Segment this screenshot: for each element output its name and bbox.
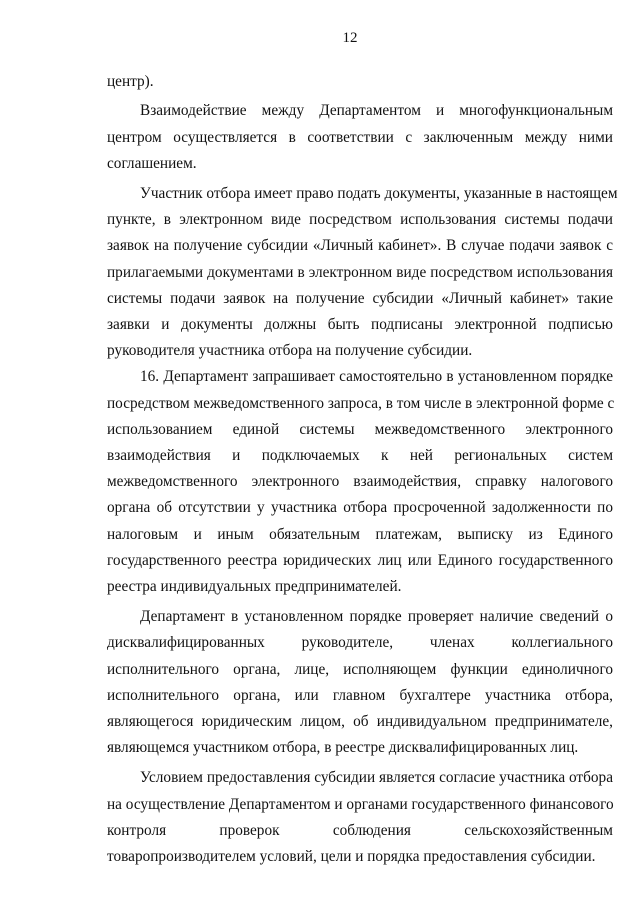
paragraph-clause-16 (107, 364, 613, 600)
text-line: Департамент в установленном порядке проверяет наличие сведений о (140, 608, 613, 626)
text-line: заявки и документы должны быть подписаны электронной подписью (107, 316, 613, 334)
text-line: государственного реестра юридических лиц или Единого государственного (107, 551, 613, 569)
text-line: являющегося юридическим лицом, об индивидуальном предпринимателе, (107, 713, 613, 731)
paragraph-consent-condition (107, 765, 613, 870)
text-line: контроля проверок соблюдения сельскохозяйственным (107, 821, 613, 839)
text-line: использованием единой системы межведомственного электронного (107, 420, 613, 438)
text-line: посредством межведомственного запроса, в том числе в электронной форме с (107, 394, 615, 412)
text-line: органа об отсутствии у участника отбора просроченной задолженности по (107, 499, 613, 517)
text-line: реестра индивидуальных предпринимателей. (107, 578, 402, 596)
page-number: 12 (342, 30, 358, 46)
text-line: межведомственного электронного взаимодействия, справку налогового (107, 473, 613, 491)
text-line: взаимодействия и подключаемых к ней региональных систем (107, 447, 613, 465)
text-line: пункте, в электронном виде посредством использования системы подачи (107, 211, 613, 229)
paragraph-mfc-interaction (107, 98, 613, 177)
text-line: Условием предоставления субсидии является согласие участника отбора (140, 769, 613, 787)
text-line: налоговым и иным обязательным платежам, выписку из Единого (107, 525, 613, 543)
text-line: соглашением. (107, 154, 197, 172)
document-body (107, 69, 618, 870)
text-line: центр). (107, 73, 154, 90)
text-line: системы подачи заявок на получение субсидии «Личный кабинет» такие (107, 289, 613, 307)
text-line: являющемся участником отбора, в реестре дисквалифицированных лиц. (107, 739, 579, 757)
text-line: дисквалифицированных руководителе, членах коллегиального (107, 634, 613, 652)
text-line: заявок на получение субсидии «Личный кабинет». В случае подачи заявок с (107, 237, 613, 255)
text-line: исполнительного органа, или главном бухгалтере участника отбора, (107, 686, 613, 704)
text-line: на осуществление Департаментом и органами государственного финансового (107, 795, 614, 813)
text-line: исполнительного органа, лице, исполняющем функции единоличного (107, 660, 613, 678)
text-line: центром осуществляется в соответствии с заключенным между ними (107, 128, 613, 146)
text-line: прилагаемыми документами в электронном виде посредством использования (107, 263, 613, 281)
paragraph-disqualified-check (107, 604, 613, 761)
text-line: товаропроизводителем условий, цели и порядка предоставления субсидии. (107, 848, 596, 866)
text-line: Участник отбора имеет право подать документы, указанные в настоящем (140, 185, 618, 203)
paragraph-continuation (107, 69, 613, 94)
text-line: Взаимодействие между Департаментом и многофункциональным (140, 102, 613, 120)
text-line: руководителя участника отбора на получение субсидии. (107, 342, 473, 360)
text-line: 16. Департамент запрашивает самостоятельно в установленном порядке (140, 368, 613, 386)
paragraph-electronic-submission (107, 181, 618, 364)
